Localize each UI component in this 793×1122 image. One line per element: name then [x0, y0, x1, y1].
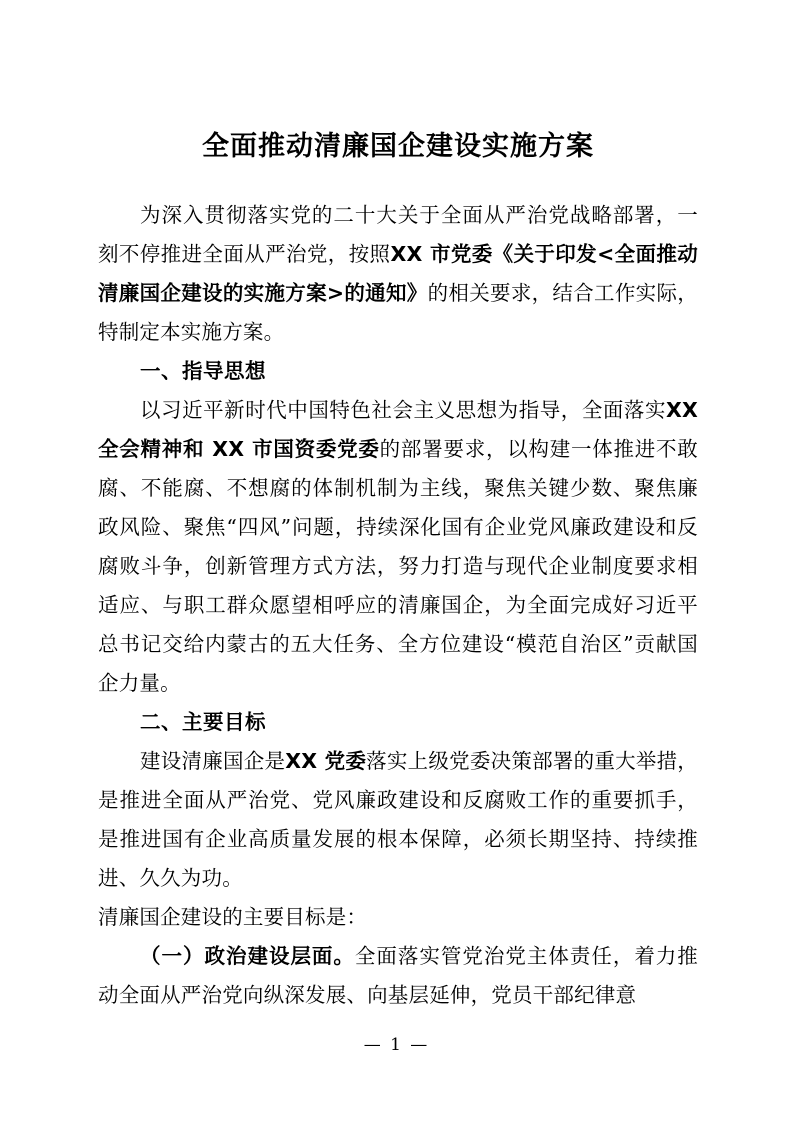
- text-run: 落实上级党委决策部署的重大举措，是推进全面从严治党、党风廉政建设和反腐败工作的重要抓手，是推进国有企业高质量发展的根本保障，必须长期坚持、持续推进、久久为功。: [98, 748, 699, 890]
- text-run: XX 市党委《关于印发<全面推动清廉国企建设的实施方案>的通知》: [98, 241, 698, 305]
- text-run: 清廉国企建设的主要目标是：: [98, 904, 368, 929]
- page-title: 全面推动清廉国企建设实施方案: [202, 131, 594, 162]
- text-run: （一）政治建设层面。: [140, 943, 355, 968]
- text-run: 全面落实管党治党主体责任，着力推动全面从严治党向纵深发展、向基层延伸，党员干部纪律意: [98, 943, 698, 1007]
- paragraph-section-2: [98, 742, 698, 898]
- paragraph-item-1: [98, 937, 698, 1015]
- page-number: — 1 —: [363, 1035, 430, 1055]
- text-run: XX 党委: [285, 748, 367, 773]
- section-heading-1: 一、指导思想: [140, 358, 266, 383]
- section-heading-2: 二、主要目标: [140, 709, 266, 734]
- text-run: XX 全会精神和 XX 市国资委党委: [98, 397, 698, 461]
- text-run: 为深入贯彻落实党的二十大关于全面从严治党战略部署，一刻不停推进全面从严治党，按照: [98, 202, 698, 266]
- document-body: [98, 128, 698, 1015]
- paragraph-section-2-lead: [98, 898, 698, 937]
- text-run: 以习近平新时代中国特色社会主义思想为指导，全面落实: [140, 397, 666, 422]
- text-run: 建设清廉国企是: [140, 748, 286, 773]
- text-run: 的部署要求，以构建一体推进不敢腐、不能腐、不想腐的体制机制为主线，聚焦关键少数、聚焦廉政风险、聚焦“四风”问题，持续深化国有企业党风廉政建设和反腐败斗争，创新管理方式方法，努力打造与现代企业制度要求相适应、与职工群众愿望相呼应的清廉国企，为全面完成好习近平总书记交给内蒙古的五大任务、全方位建设“模范自治区”贡献国企力量。: [98, 436, 699, 695]
- text-run: 的相关要求，结合工作实际，特制定本实施方案。: [98, 280, 698, 344]
- paragraph-preamble: [98, 196, 698, 352]
- paragraph-section-1: [98, 391, 698, 703]
